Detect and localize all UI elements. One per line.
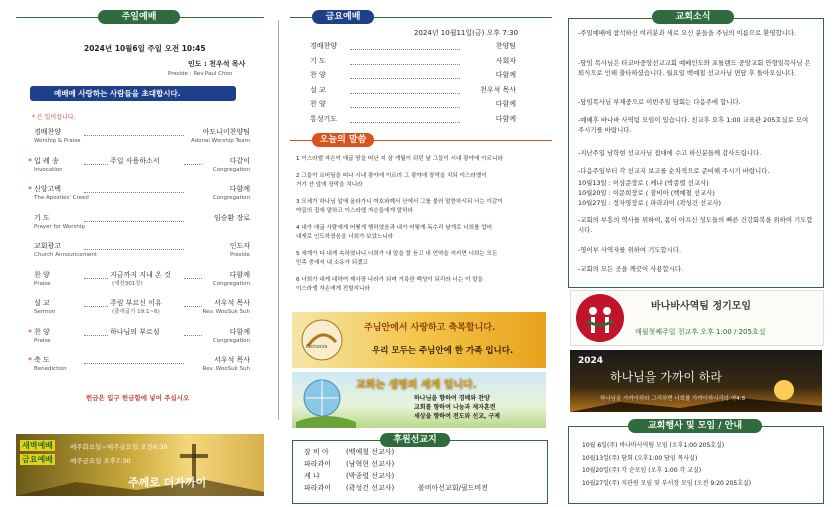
dawn-time: 매주화요일~매주금요일 오전6:30 [70, 443, 168, 451]
friday-item-leader: 다함께 [495, 71, 516, 79]
support-missionary: (백예철 선교사) [346, 448, 395, 456]
support-place: 파라과이 [304, 484, 332, 492]
order-item-title: 하나님의 부르심 [110, 327, 160, 336]
sunday-header: 주일예배 [98, 10, 180, 24]
verse-banner-2024 [570, 350, 822, 412]
word-header: 오늘의 말씀 [312, 133, 374, 147]
news-item: -주일예배에 참석하신 여러분과 새로 오신 분들을 주님의 이름으로 환영합니다. [578, 29, 797, 37]
invite-text: 예배에 사랑하는 사람들을 초대합시다. [54, 89, 181, 98]
leader-dots [350, 49, 460, 50]
order-item-leader: 다함께 [229, 270, 250, 279]
news-item: -예배후 바나바 사역팀 모임이 있습니다. 친교후 오후 1:00 교육관 205호실로 모여 주시기를 바랍니다. [578, 116, 809, 134]
leader-dots [84, 164, 108, 165]
order-item-leader-en: Adonai Worship Team [190, 138, 250, 144]
barnabas-title: 바나바사역팀 정기모임 [651, 301, 752, 312]
church-life-line: 교회를 향하여 나눔과 제자훈련 [414, 404, 496, 411]
order-item-name: 입 례 송 [34, 156, 59, 165]
order-item-leader: 인도자 [229, 242, 250, 250]
order-item-name: 경배찬양 [34, 128, 62, 136]
invite-box [30, 86, 236, 101]
friday-header: 금요예배 [312, 10, 374, 24]
friday-item-name: 기 도 [310, 56, 326, 65]
offering-note: 헌금은 입구 헌금함에 넣어 주십시오 [86, 394, 190, 402]
order-item-name: 신앙고백 [34, 185, 62, 193]
standing-mark: * [28, 327, 32, 337]
order-item-leader-en: Congregation [212, 195, 250, 201]
verse-line: 4 내가 애굽 사람에게 어떻게 행하였음과 내가 어떻게 독수리 날개로 너희를 업어 [296, 225, 493, 231]
friday-column [288, 0, 556, 507]
leader-dots [184, 278, 202, 279]
sunday-date: 2024년 10월6일 주일 오전 10:45 [84, 44, 206, 53]
leader-dots [350, 93, 460, 94]
standing-mark: * [28, 356, 32, 365]
friday-item-leader: 다함께 [495, 100, 516, 108]
order-item-leader: 서우석 목사 [213, 299, 250, 307]
leader-dots [84, 306, 108, 307]
news-column [566, 0, 830, 507]
order-item-leader: 다같이 [229, 156, 250, 165]
verse-line: 야곱의 집에 말하고 이스라엘 자손들에게 말하라 [296, 208, 413, 214]
news-item: -교회의 부흥의 역사를 위하여, 몸이 아프신 성도들의 빠른 건강회복을 위하여 기도합시다. [578, 216, 813, 234]
order-item-name: 기 도 [34, 213, 50, 222]
news-item: -영어부 사역자를 위하여 기도합시다. [578, 246, 682, 254]
koinonia-logo-icon [294, 312, 354, 368]
koinonia-banner [292, 312, 546, 368]
order-item-leader: 다함께 [229, 185, 250, 193]
koinonia-line2: 우리 모두는 주님안에 한 가족 입니다. [372, 346, 514, 356]
support-place: 케 냐 [304, 472, 320, 480]
sunday-leader: 인도 : 천우석 목사 [188, 60, 246, 68]
koinonia-logo-text: Koinonia [306, 344, 328, 350]
support-header: 후원선교지 [380, 433, 450, 447]
order-item-leader: 다함께 [229, 327, 250, 336]
order-item-leader: 임승환 장로 [213, 213, 250, 222]
banner-2024-verse: 하나님을 가까이하라 그리하면 너희를 가까이하시리라 약4:8 [600, 396, 746, 402]
news-item: -지난주일 남학현 선교사님 접대에 수고 하신분들께 감사드립니다. [578, 149, 762, 157]
order-item-name-en: The Apostles' Creed [34, 195, 89, 201]
support-place: 잠 비 아 [304, 448, 329, 456]
friday-item-leader: 천우석 목사 [479, 85, 516, 94]
event-item: 10월 6일(주) 바나바사역팀 모임 (오후1:00 205호실) [582, 442, 725, 449]
order-item-name-en: Worship & Praise [34, 138, 81, 144]
order-item-name: 찬 양 [34, 270, 50, 279]
news-item: -교회의 모든 곳을 깨끗이 사용합시다. [578, 265, 684, 273]
leader-dots [84, 221, 184, 222]
leader-dots [84, 192, 184, 193]
banner-2024-title: 하나님을 가까이 하라 [610, 370, 722, 384]
barnabas-banner [570, 290, 824, 346]
order-item-leader-en: Rev. WooSuk Suh [202, 366, 250, 372]
order-item-name-en: Praise [34, 337, 51, 344]
friday-time: 매주금요일 오후7:30 [70, 457, 131, 465]
events-header: 교회행사 및 모임 / 안내 [628, 419, 762, 433]
order-item-name: 찬 양 [34, 327, 50, 336]
verse-line: 거기 산 앞에 장막을 치니라 [296, 182, 363, 188]
leader-dots [84, 135, 184, 136]
banner-year: 2024 [578, 356, 604, 366]
friday-item-name: 설 교 [310, 85, 326, 94]
leader-dots [184, 306, 202, 307]
order-item-title: 주일 사용하소서 [110, 156, 160, 165]
support-missionary: (곽성건 선교사) [346, 484, 395, 492]
verse-line: 민족 중에서 내 소유가 되겠고 [296, 260, 368, 266]
leader-dots [350, 78, 460, 79]
friday-item-name: 찬 양 [310, 71, 326, 79]
leader-dots [84, 278, 108, 279]
barnabas-logo-icon [573, 291, 629, 345]
verse-line: 내게로 인도하였음을 너희가 보았느니라 [296, 234, 394, 240]
leader-dots [84, 249, 184, 250]
order-item-name: 교회광고 [34, 242, 62, 250]
order-item-leader-en: Congregation [212, 166, 250, 173]
order-item-name-en: Sermon [34, 309, 56, 315]
event-item: 10월27일(주) 지관원 모임 및 부서장 모임 (오전 9:20 205호실) [582, 479, 752, 487]
order-item-leader: 서우석 목사 [213, 356, 250, 364]
church-life-lines [414, 394, 500, 421]
church-life-line: 하나님을 향하여 경배와 찬양 [414, 395, 490, 402]
verse-line: 1 이스라엘 자손이 애굽 땅을 떠난 지 삼 개월이 되던 날 그들이 시내 광야에 이르니라 [296, 156, 503, 162]
order-item-leader-en: Congregation [212, 337, 250, 344]
friday-item-leader: 찬양팀 [495, 42, 516, 50]
friday-item-name: 통성기도 [310, 114, 338, 123]
news-item: -담임 목사님은 타코마중앙선교교회 예배인도와 포틀랜드 중앙교회 안형일목사님 은퇴식으로 인해 출타하셨습니다. 월요일 백예철 선교사님 면담 후 돌아오십니다. [578, 59, 811, 77]
banner-title: 주께로 더가까이 [128, 476, 207, 489]
event-item: 10월20일(주) 각 순모임 (오후 1:00 각 교실) [582, 467, 702, 474]
standing-mark: * [28, 156, 32, 166]
column-separator [278, 20, 279, 420]
order-item-name-en: Praise [34, 280, 51, 287]
order-item-title: 주림 부르신 이유 [110, 299, 162, 307]
news-item: 10월13일 : 이상준장로 ( 케냐 (박종렬 선교사) [578, 179, 709, 187]
leader-dots [350, 122, 460, 123]
order-item-leader-en: Rev. WooSuk Suh [202, 309, 250, 315]
event-item: 10월13일(주) 담회 (오후1:00 담임 목사실) [582, 454, 698, 462]
news-header: 교회소식 [652, 10, 734, 24]
order-item-leader-en: Preside [229, 252, 250, 258]
barnabas-sub: 매월첫째주일 친교후 오후 1:00 / 205호실 [635, 328, 766, 336]
koinonia-line1: 주님안에서 사랑하고 축복합니다. [364, 323, 496, 333]
order-item-ref: (출애굽기 19:1~6) [112, 309, 160, 315]
leader-dots [84, 363, 184, 364]
order-item-name-en: Benediction [34, 366, 67, 372]
friday-item-leader: 사회자 [495, 56, 516, 65]
order-item-name: 설 교 [34, 299, 50, 307]
church-life-banner [292, 372, 546, 428]
support-missionary: (남혁현 선교사) [346, 460, 395, 468]
support-missionary: (박종렬 선교사) [346, 472, 395, 480]
standing-mark: * [28, 185, 32, 194]
order-item-title: 지금까지 지내 온 것 [110, 270, 171, 279]
friday-label: 금요예배 [22, 455, 53, 464]
news-item: 10월20일 : 이문희장로 ( 잠비아 (백예철 선교사) [578, 189, 715, 197]
leader-dots [84, 335, 108, 336]
support-box [292, 440, 548, 504]
globe-icon [296, 372, 356, 428]
church-life-title: 교회는 생명의 세계 입니다. [356, 380, 477, 391]
leader-dots [350, 64, 460, 65]
order-item-name-en: Church Announcement [34, 252, 98, 258]
news-item: -담임목사님 부재중으로 이번주일 담회는 다음주에 합니다. [578, 98, 741, 106]
verse-line: 3 모세가 하나님 앞에 올라가니 여호와께서 산에서 그를 불러 말씀하시되 너는 이같이 [296, 199, 503, 205]
support-extra: 볼비아선교회/필드비전 [418, 484, 488, 492]
support-place: 파라과이 [304, 460, 332, 468]
sunday-leader-en: Preside : Rev.Paul Chon [168, 71, 233, 77]
order-item-name-en: Invocation [34, 166, 63, 173]
verse-line: 6 너희가 내게 대하여 제사장 나라가 되며 거룩한 백성이 되리라 너는 이 말을 [296, 277, 484, 283]
order-item-leader: 아도나이찬양팀 [202, 128, 250, 136]
sunday-column [0, 0, 270, 507]
order-item-ref: (새찬301장) [112, 280, 143, 287]
verse-line: 5 세계가 다 내게 속하였나니 너희가 내 말을 잘 듣고 내 언약을 지키면 너희는 모든 [296, 251, 498, 257]
friday-item-leader: 다함께 [495, 114, 516, 123]
leader-dots [350, 107, 460, 108]
friday-item-name: 경배찬양 [310, 42, 338, 50]
standing-note: * 은 일어섭니다. [32, 114, 76, 121]
church-life-line: 세상을 향하여 전도와 선교, 구제 [414, 413, 500, 420]
news-item: -다음주일부터 각 선교지 보고를 순차적으로 준비해 주시기 바랍니다. [578, 167, 770, 175]
leader-dots [184, 335, 202, 336]
prayer-banner [16, 434, 264, 496]
news-item: 10월27일 : 정자영장로 ( 파라과이 (곽성건 선교사) [578, 199, 722, 207]
order-item-name: 축 도 [34, 356, 50, 364]
verse-line: 이스라엘 자손에게 전할지니라 [296, 286, 370, 292]
order-item-name-en: Prayer for Worship [34, 223, 85, 230]
friday-item-name: 찬 양 [310, 100, 326, 108]
dawn-label: 새벽예배 [22, 441, 53, 450]
friday-date: 2024년 10월11일(금) 오후 7:30 [414, 29, 519, 37]
verse-line: 2 그들이 르비딤을 떠나 시내 광야에 이르러 그 광야에 장막을 치되 이스라엘이 [296, 173, 487, 179]
events-box [568, 426, 824, 504]
leader-dots [184, 164, 202, 165]
order-item-leader-en: Congregation [212, 280, 250, 287]
